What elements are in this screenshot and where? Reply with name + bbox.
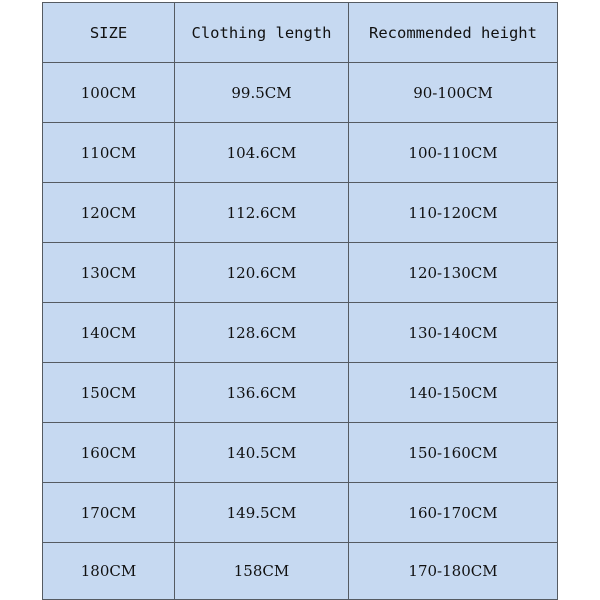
- recommended-height-cell: 170-180CM: [349, 543, 558, 600]
- header-size: SIZE: [43, 3, 175, 63]
- clothing-length-cell: 158CM: [175, 543, 349, 600]
- clothing-length-cell: 149.5CM: [175, 483, 349, 543]
- size-cell: 110CM: [43, 123, 175, 183]
- recommended-height-cell: 100-110CM: [349, 123, 558, 183]
- table-row: [43, 243, 558, 303]
- size-cell: 100CM: [43, 63, 175, 123]
- recommended-height-cell: 130-140CM: [349, 303, 558, 363]
- size-cell: 180CM: [43, 543, 175, 600]
- recommended-height-cell: 90-100CM: [349, 63, 558, 123]
- table-row: [43, 423, 558, 483]
- clothing-length-cell: 104.6CM: [175, 123, 349, 183]
- recommended-height-cell: 160-170CM: [349, 483, 558, 543]
- size-cell: 130CM: [43, 243, 175, 303]
- recommended-height-cell: 120-130CM: [349, 243, 558, 303]
- size-cell: 150CM: [43, 363, 175, 423]
- clothing-length-cell: 128.6CM: [175, 303, 349, 363]
- clothing-length-cell: 136.6CM: [175, 363, 349, 423]
- recommended-height-cell: 150-160CM: [349, 423, 558, 483]
- table-row: [43, 363, 558, 423]
- table-row: [43, 483, 558, 543]
- size-cell: 140CM: [43, 303, 175, 363]
- table-row: [43, 123, 558, 183]
- clothing-length-cell: 120.6CM: [175, 243, 349, 303]
- table-row: [43, 303, 558, 363]
- clothing-length-cell: 99.5CM: [175, 63, 349, 123]
- table-row: [43, 63, 558, 123]
- recommended-height-cell: 110-120CM: [349, 183, 558, 243]
- size-cell: 170CM: [43, 483, 175, 543]
- table-row: [43, 183, 558, 243]
- recommended-height-cell: 140-150CM: [349, 363, 558, 423]
- clothing-length-cell: 112.6CM: [175, 183, 349, 243]
- size-cell: 160CM: [43, 423, 175, 483]
- header-recommended-height: Recommended height: [349, 3, 558, 63]
- header-row: [43, 3, 558, 63]
- table-row: [43, 543, 558, 600]
- size-cell: 120CM: [43, 183, 175, 243]
- clothing-length-cell: 140.5CM: [175, 423, 349, 483]
- size-chart-table: [42, 2, 558, 600]
- header-clothing-length: Clothing length: [175, 3, 349, 63]
